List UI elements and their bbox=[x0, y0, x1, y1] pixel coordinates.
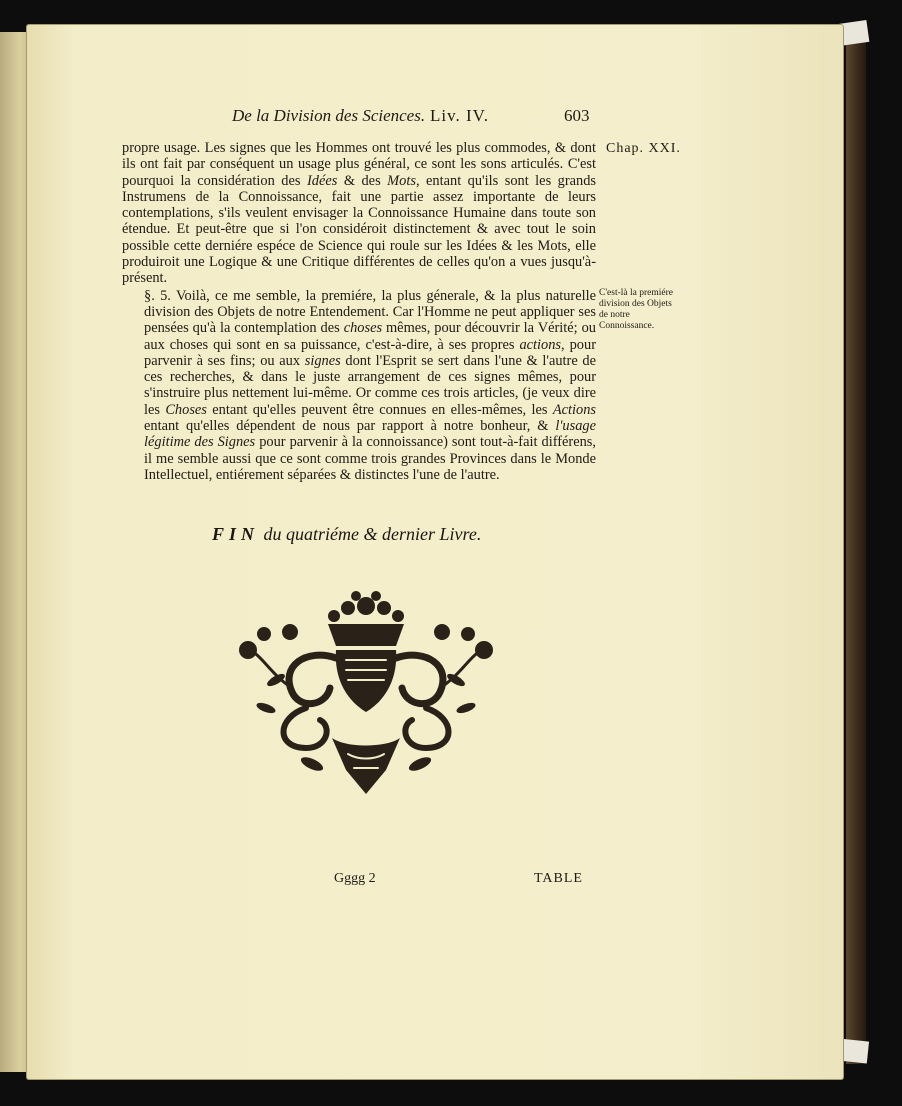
running-title: De la Division des Sciences. bbox=[232, 106, 426, 125]
italic-term: Choses bbox=[165, 401, 207, 418]
floral-basket-vignette bbox=[236, 588, 496, 803]
page-number: 603 bbox=[564, 106, 590, 125]
book-number: Liv. IV. bbox=[430, 106, 489, 125]
italic-term: Idées bbox=[306, 172, 338, 189]
signature-mark: Gggg 2 bbox=[334, 871, 376, 886]
running-header bbox=[232, 106, 602, 130]
closing-line bbox=[212, 524, 481, 545]
flower-cluster bbox=[328, 591, 404, 622]
italic-term: choses bbox=[343, 320, 383, 337]
book-cover-edge bbox=[846, 34, 866, 1064]
paragraph-2: §. 5. Voilà, ce me semble, la premiére, la plus génerale, & la plus naturelle division des Objets de notre Entendement. Car l'Homme ne peut appliquer ses pensées qu'à la contemplation des choses mêmes, pour découvrir la Vérité; ou aux choses qui sont en sa puissance, c'est-à-dire, à ses propres actions, pour parvenir à ses fins; ou aux signes dont l'Esprit se sert dans l'une & l'autre de ces recherches, & dans le juste arrangement de ces signes mêmes, pour s'instruire plus nettement lui-même. Or comme ces trois articles, (je veux dire les Choses entant qu'elles peuvent être connues en elles-mêmes, les Actions entant qu'elles dépendent de nous par rapport à notre bonheur, & l'usage légitime des Signes pour parvenir à la connoissance) sont tout-à-fait différens, il me semble aussi que ce sont comme trois grandes Provinces dans le Monde Intellectuel, entiérement séparées & distinctes l'une de l'autre. bbox=[144, 287, 596, 483]
fin-word: FIN bbox=[212, 524, 260, 544]
margin-note: C'est-là la premiére division des Objets de notre Connoissance. bbox=[599, 288, 673, 331]
italic-term: actions bbox=[519, 336, 562, 353]
italic-term: Mots bbox=[387, 172, 416, 189]
body-text bbox=[122, 140, 596, 483]
italic-term: Actions bbox=[552, 401, 596, 418]
italic-term: signes bbox=[304, 352, 341, 369]
closing-text: du quatriéme & dernier Livre. bbox=[263, 524, 482, 544]
margin-chapter: Chap. XXI. bbox=[606, 141, 681, 156]
catchword: TABLE bbox=[534, 871, 583, 886]
italic-term: l'usage légitime des Signes bbox=[144, 418, 596, 451]
paragraph-1: propre usage. Les signes que les Hommes ont trouvé les plus commodes, & dont ils ont fait par conséquent un usage plus général, ce sont les sons articulés. C'est pourquoi la considération des Idées & des Mots, entant qu'ils sont les grands Instrumens de la Connoissance, fait une partie assez importante de leurs contemplations, s'ils veulent envisager la Connoissance Humaine dans toute son étendue. Et peut-être que si l'on considéroit distinctement & avec tout le soin possible cette derniére espéce de Science qui roule sur les Idées & les Mots, elle produiroit une Logique & une Critique différentes de celles qu'on a vues jusqu'à-présent. bbox=[122, 140, 597, 287]
